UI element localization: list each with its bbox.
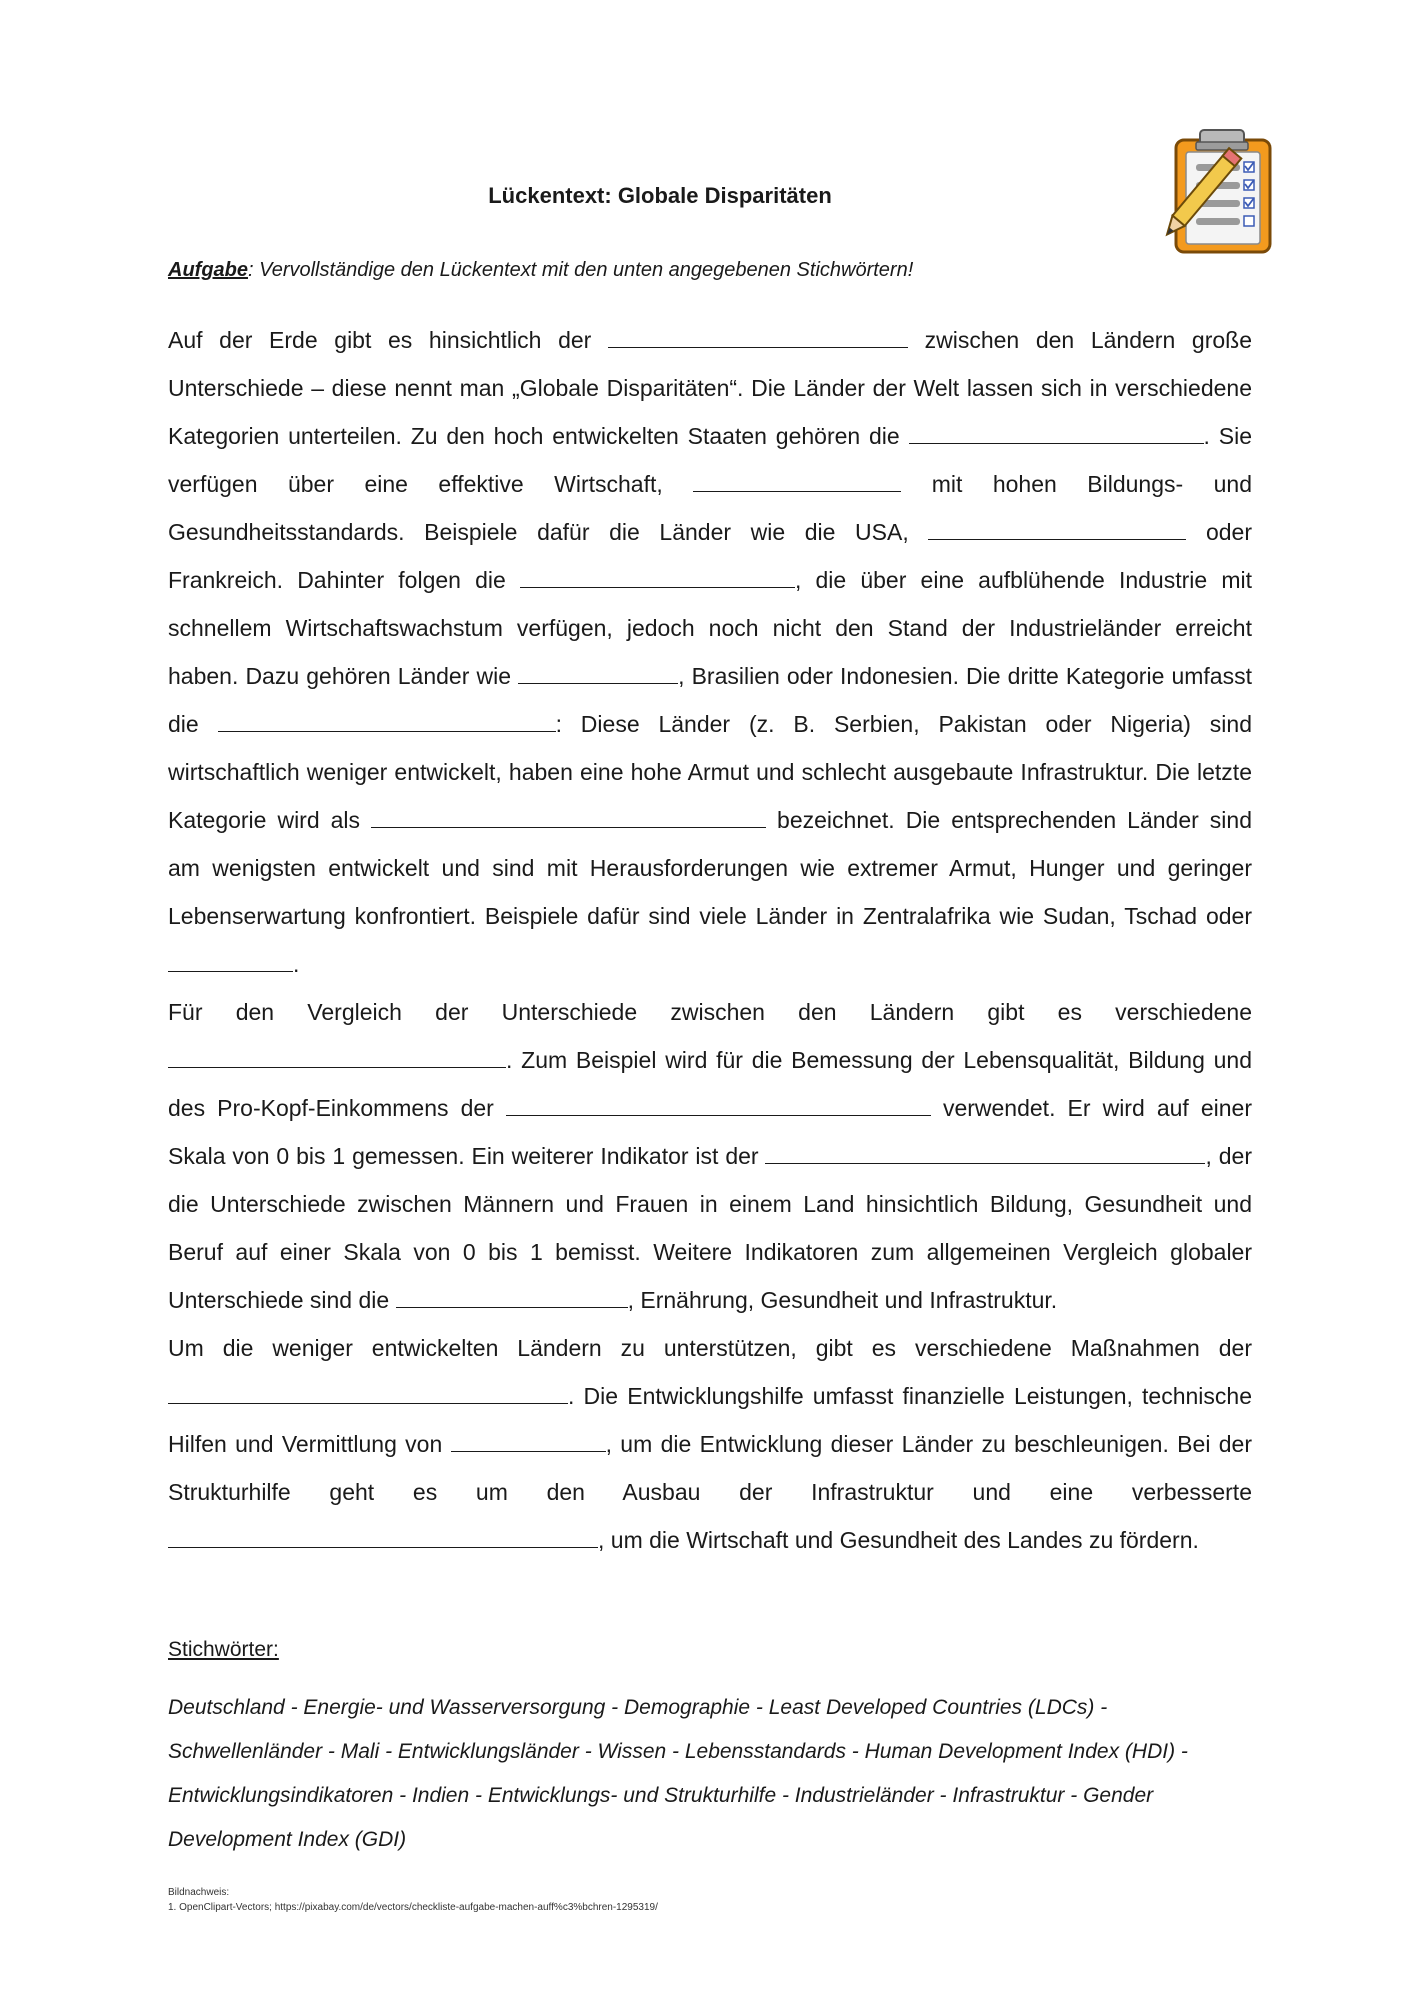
text-segment: bezeichnet. Die entsprechenden Länder sind am wenigsten entwickelt und sind mit Herausforderungen wie extremer Armut, Hunger und geringer Lebenserwartung konfrontiert. Beispiele dafür sind viele Länder in Zentralafrika wie Sudan, Tschad oder [168,807,1252,929]
paragraph-3 [168,1324,1252,1564]
blank-field[interactable] [909,423,1204,444]
blank-field[interactable] [396,1287,628,1308]
blank-field[interactable] [451,1431,606,1452]
text-segment: , der die Unterschiede zwischen Männern und Frauen in einem Land hinsichtlich Bildung, Gesundheit und Beruf auf einer Skala von 0 bis 1 bemisst. Weitere Indikatoren zum allgemeinen Vergleich globaler Unterschiede sind die [168,1143,1252,1313]
text-segment: . Die Entwicklungshilfe umfasst finanzielle Leistungen, technische Hilfen und Vermittlung von [168,1383,1252,1457]
blank-field[interactable] [928,519,1186,540]
task-label: Aufgabe [168,259,248,281]
text-segment: Für den Vergleich der Unterschiede zwischen den Ländern gibt es verschiedene [168,999,1252,1025]
paragraph-1 [168,316,1252,988]
task-instruction [168,259,1152,282]
blank-field[interactable] [168,951,293,972]
text-segment: , um die Entwicklung dieser Länder zu beschleunigen. Bei der Strukturhilfe geht es um den Ausbau der Infrastruktur und eine verbesserte [168,1431,1252,1505]
keywords-list: Deutschland - Energie- und Wasserversorgung - Demographie - Least Developed Countries (LDCs) - Schwellenländer - Mali - Entwicklungsländer - Wissen - Lebensstandards - Human Development Index (HDI) - Entwicklungsindikatoren - Indien - Entwicklungs- und Strukturhilfe - Industrieländer - Infrastruktur - Gender Development Index (GDI) [168,1696,1188,1851]
blank-field[interactable] [168,1527,598,1548]
paragraph-2 [168,988,1252,1324]
text-segment: , die über eine aufblühende Industrie mit schnellem Wirtschaftswachstum verfügen, jedoch noch nicht den Stand der Industrieländer erreicht haben. Dazu gehören Länder wie [168,567,1252,689]
blank-field[interactable] [608,327,908,348]
text-segment: Auf der Erde gibt es hinsichtlich der [168,327,608,353]
text-segment: , um die Wirtschaft und Gesundheit des Landes zu fördern. [598,1527,1199,1553]
text-segment: . Sie verfügen über eine effektive Wirtschaft, [168,423,1252,497]
image-credit [168,1885,658,1915]
blank-field[interactable] [520,567,795,588]
keywords-heading: Stichwörter: [168,1638,279,1661]
text-segment: oder Frankreich. Dahinter folgen die [168,519,1252,593]
blank-field[interactable] [693,471,901,492]
blank-field[interactable] [168,1047,506,1068]
blank-field[interactable] [371,807,766,828]
text-segment: , Brasilien oder Indonesien. Die dritte Kategorie umfasst die [168,663,1252,737]
credit-line: 1. OpenClipart-Vectors; https://pixabay.com/de/vectors/checkliste-aufgabe-machen-auff%c3%bchren-1295319/ [168,1902,658,1913]
text-segment: . [293,951,300,977]
credit-heading: Bildnachweis: [168,1887,230,1898]
text-segment: , Ernährung, Gesundheit und Infrastruktur. [627,1287,1058,1313]
text-segment: . Zum Beispiel wird für die Bemessung der Lebensqualität, Bildung und des Pro-Kopf-Einkommens der [168,1047,1252,1121]
text-segment: Um die weniger entwickelten Ländern zu unterstützen, gibt es verschiedene Maßnahmen der [168,1335,1252,1361]
text-segment: : Diese Länder (z. B. Serbien, Pakistan oder Nigeria) sind wirtschaftlich weniger entwickelt, haben eine hohe Armut und schlecht ausgebaute Infrastruktur. Die letzte Kategorie wird als [168,711,1252,833]
clipboard-checklist-icon [1162,126,1278,258]
task-text: : Vervollständige den Lückentext mit den unten angegebenen Stichwörtern! [248,259,914,281]
blank-field[interactable] [765,1143,1205,1164]
blank-field[interactable] [506,1095,931,1116]
blank-field[interactable] [518,663,678,684]
cloze-text [168,316,1252,1564]
blank-field[interactable] [218,711,556,732]
text-segment: zwischen den Ländern große Unterschiede – diese nennt man „Globale Disparitäten“. Die Länder der Welt lassen sich in verschiedene Kategorien unterteilen. Zu den hoch entwickelten Staaten gehören die [168,327,1252,449]
text-segment: verwendet. Er wird auf einer Skala von 0 bis 1 gemessen. Ein weiterer Indikator ist der [168,1095,1253,1169]
page-title: Lückentext: Globale Disparitäten [488,183,832,208]
blank-field[interactable] [168,1383,568,1404]
text-segment: mit hohen Bildungs- und Gesundheitsstandards. Beispiele dafür die Länder wie die USA, [168,471,1253,545]
